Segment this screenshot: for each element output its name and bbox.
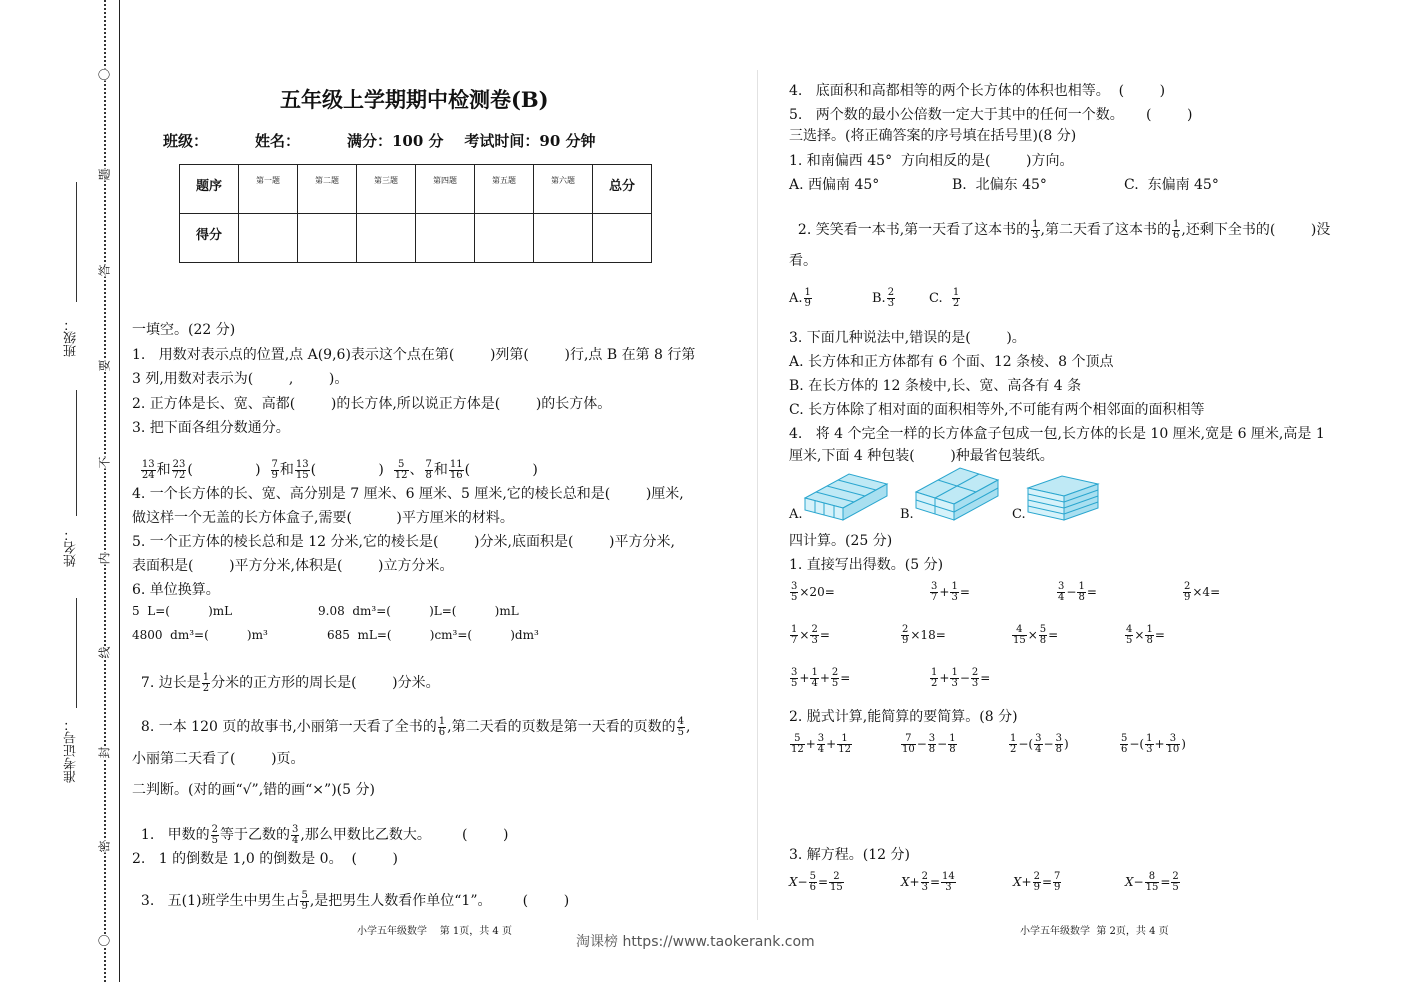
question-text: 表面积是( )平方分米,体积是( )立方分米。	[132, 558, 454, 574]
question-text: 1. 直接写出得数。(5 分)	[789, 557, 944, 573]
seal-char: 内	[94, 552, 115, 564]
equation-item: X+ $\frac{2}{3}$ = $\frac{14}{3}$	[901, 871, 955, 893]
score-cell[interactable]	[475, 214, 534, 263]
section-title: 三选择。(将正确答案的序号填在括号里)(8 分)	[789, 128, 1077, 144]
ticket-field[interactable]	[76, 598, 77, 708]
equation-item: X− $\frac{5}{6}$ = $\frac{2}{15}$	[789, 871, 843, 893]
option: A. $\frac{1}{9}$	[789, 287, 811, 309]
option: A. 西偏南 45°	[789, 177, 880, 193]
score-cell[interactable]	[239, 214, 298, 263]
unit-conversion: 4800 dm³=( )m³	[132, 628, 268, 642]
calc-item: $\frac{7}{10}$ − $\frac{3}{8}$ − $\frac{1}{8}$	[902, 733, 956, 755]
calc-item: $\frac{1}{7}$ × $\frac{2}{3}$ =	[791, 624, 830, 646]
seal-char: 不	[94, 456, 115, 468]
name-label: 姓名：	[64, 528, 79, 567]
score-header: 题序	[180, 165, 239, 214]
judge-item: 3. 五(1)班学生中男生占 $\frac{5}{9}$ ,是把男生人数看作单位“1”。 ( )	[140, 889, 570, 912]
package-b-icon	[914, 466, 1000, 522]
question-fractions: $\frac{13}{24}$ 和 $\frac{23}{72}$ ( ) $\frac{7}{9}$ 和 $\frac{13}{15}$ ( ) $\frac{5}{12}$ 、 $\frac{7}{8}$ 和 $\frac{11}{16}$ ( )	[141, 458, 538, 481]
calc-item: $\frac{2}{9}$ ×4=	[1184, 581, 1221, 603]
question-text: 3 列,用数对表示为( , )。	[132, 371, 349, 387]
question-text: 7. 边长是 $\frac{1}{2}$ 分米的正方形的周长是( )分米。	[140, 671, 440, 694]
calc-item: $\frac{4}{15}$ × $\frac{5}{8}$ =	[1013, 624, 1059, 646]
package-a-icon	[803, 468, 889, 522]
score-cell[interactable]	[593, 214, 652, 263]
question-text: 3. 下面几种说法中,错误的是( )。	[789, 330, 1026, 346]
binding-dotted-line	[104, 0, 106, 982]
option: C. 东偏南 45°	[1124, 177, 1219, 193]
seal-char: 〇	[94, 934, 115, 946]
question-text: 5. 一个正方体的棱长总和是 12 分米,它的棱长是( )分米,底面积是( )平方分米,	[132, 534, 675, 550]
score-header: 第四题	[416, 165, 475, 214]
ticket-label: 准考证号：	[64, 718, 79, 783]
page-title: 五年级上学期期中检测卷(B)	[280, 87, 549, 112]
seal-char: 题	[94, 168, 115, 180]
seal-char: 封	[94, 746, 115, 758]
unit-conversion: 685 mL=( )cm³=( )dm³	[327, 628, 539, 642]
option: A. 长方体和正方体都有 6 个面、12 条棱、8 个顶点	[789, 354, 1114, 370]
page-footer: 小学五年级数学 第 1页，共 4 页	[357, 926, 512, 937]
score-header: 第三题	[357, 165, 416, 214]
calc-item: $\frac{2}{9}$ ×18=	[902, 624, 946, 646]
question-text: 4. 一个长方体的长、宽、高分别是 7 厘米、6 厘米、5 厘米,它的棱长总和是( )厘米,	[132, 486, 684, 502]
unit-conversion: 9.08 dm³=( )L=( )mL	[318, 604, 519, 618]
score-cell[interactable]	[416, 214, 475, 263]
seal-char: 要	[94, 359, 115, 371]
question-text: 2. 笑笑看一本书,第一天看了这本书的 $\frac{1}{3}$ ,第二天看了这本书的 $\frac{1}{6}$ ,还剩下全书的( )没	[797, 218, 1331, 241]
seal-char: 答	[94, 264, 115, 276]
score-row-label: 得分	[180, 214, 239, 263]
question-text: 3. 解方程。(12 分)	[789, 847, 910, 863]
question-text: 做这样一个无盖的长方体盒子,需要( )平方厘米的材料。	[132, 510, 514, 526]
score-header: 第五题	[475, 165, 534, 214]
calc-item: $\frac{1}{2}$ −( $\frac{3}{4}$ − $\frac{3}{8}$ )	[1010, 733, 1069, 755]
calc-item: $\frac{4}{5}$ × $\frac{1}{8}$ =	[1126, 624, 1165, 646]
score-header: 第六题	[534, 165, 593, 214]
section-title: 四计算。(25 分)	[789, 533, 893, 549]
judge-item: 4. 底面积和高都相等的两个长方体的体积也相等。 ( )	[789, 83, 1166, 99]
option: B. $\frac{2}{3}$	[872, 287, 895, 309]
question-text: 小丽第二天看了( )页。	[132, 751, 305, 767]
calc-item: $\frac{5}{6}$ −( $\frac{1}{3}$ + $\frac{3}{10}$ )	[1121, 733, 1186, 755]
calc-item: $\frac{3}{4}$ − $\frac{1}{8}$ =	[1058, 581, 1097, 603]
question-text: 1. 用数对表示点的位置,点 A(9,6)表示这个点在第( )列第( )行,点 B 在第 8 行第	[132, 347, 696, 363]
seal-char: 线	[94, 646, 115, 658]
option: B.	[900, 507, 914, 522]
question-text: 3. 把下面各组分数通分。	[132, 420, 290, 436]
class-label: 班级：	[64, 318, 79, 357]
score-cell[interactable]	[534, 214, 593, 263]
score-header: 总分	[593, 165, 652, 214]
page-footer: 小学五年级数学 第 2页，共 4 页	[1020, 926, 1169, 937]
calc-item: $\frac{3}{5}$ ×20=	[791, 581, 835, 603]
question-text: 看。	[789, 253, 817, 269]
calc-item: $\frac{5}{12}$ + $\frac{3}{4}$ + $\frac{1}{12}$	[791, 733, 851, 755]
seal-char: 密	[94, 840, 115, 852]
option: B. 在长方体的 12 条棱中,长、宽、高各有 4 条	[789, 378, 1082, 394]
question-text: 厘米,下面 4 种包装( )种最省包装纸。	[789, 448, 1054, 464]
watermark: 淘课榜 https://www.taokerank.com	[576, 934, 815, 950]
judge-item: 5. 两个数的最小公倍数一定大于其中的任何一个数。 ( )	[789, 107, 1193, 123]
calc-item: $\frac{1}{2}$ + $\frac{1}{3}$ − $\frac{2}{3}$ =	[931, 667, 991, 689]
calc-item: $\frac{3}{7}$ + $\frac{1}{3}$ =	[931, 581, 970, 603]
binding-solid-line	[119, 0, 120, 982]
section-title: 一填空。(22 分)	[132, 322, 236, 338]
score-header: 第二题	[298, 165, 357, 214]
page-divider	[757, 70, 758, 920]
class-field[interactable]	[76, 182, 77, 302]
score-table	[179, 164, 652, 263]
equation-item: X− $\frac{8}{15}$ = $\frac{2}{5}$	[1125, 871, 1179, 893]
unit-conversion: 5 L=( )mL	[132, 604, 233, 618]
calc-item: $\frac{3}{5}$ + $\frac{1}{4}$ + $\frac{2}{5}$ =	[791, 667, 851, 689]
question-text: 1. 和南偏西 45° 方向相反的是( )方向。	[789, 153, 1074, 169]
judge-item: 2. 1 的倒数是 1,0 的倒数是 0。 ( )	[132, 851, 399, 867]
seal-char: 〇	[94, 68, 115, 80]
question-text: 2. 脱式计算,能简算的要简算。(8 分)	[789, 709, 1018, 725]
option: C. $\frac{1}{2}$	[929, 287, 960, 309]
exam-info: 班级： 姓名： 满分：100 分 考试时间：90 分钟	[163, 132, 596, 150]
question-text: 8. 一本 120 页的故事书,小丽第一天看了全书的 $\frac{1}{6}$ ,第二天看的页数是第一天看的页数的 $\frac{4}{5}$ ,	[140, 715, 691, 738]
score-cell[interactable]	[298, 214, 357, 263]
option: C.	[1012, 507, 1026, 522]
option: A.	[789, 507, 803, 522]
section-title: 二判断。(对的画“√”,错的画“×”)(5 分)	[132, 782, 375, 798]
score-cell[interactable]	[357, 214, 416, 263]
equation-item: X+ $\frac{2}{9}$ = $\frac{7}{9}$	[1013, 871, 1061, 893]
question-text: 6. 单位换算。	[132, 582, 220, 598]
package-c-icon	[1026, 474, 1100, 522]
question-text: 2. 正方体是长、宽、高都( )的长方体,所以说正方体是( )的长方体。	[132, 396, 612, 412]
name-field[interactable]	[76, 390, 77, 516]
judge-item: 1. 甲数的 $\frac{2}{5}$ 等于乙数的 $\frac{3}{4}$ ,那么甲数比乙数大。 ( )	[140, 823, 509, 846]
option: B. 北偏东 45°	[952, 177, 1047, 193]
question-text: 4. 将 4 个完全一样的长方体盒子包成一包,长方体的长是 10 厘米,宽是 6 厘米,高是 1	[789, 426, 1325, 442]
option: C. 长方体除了相对面的面积相等外,不可能有两个相邻面的面积相等	[789, 402, 1205, 418]
score-header: 第一题	[239, 165, 298, 214]
